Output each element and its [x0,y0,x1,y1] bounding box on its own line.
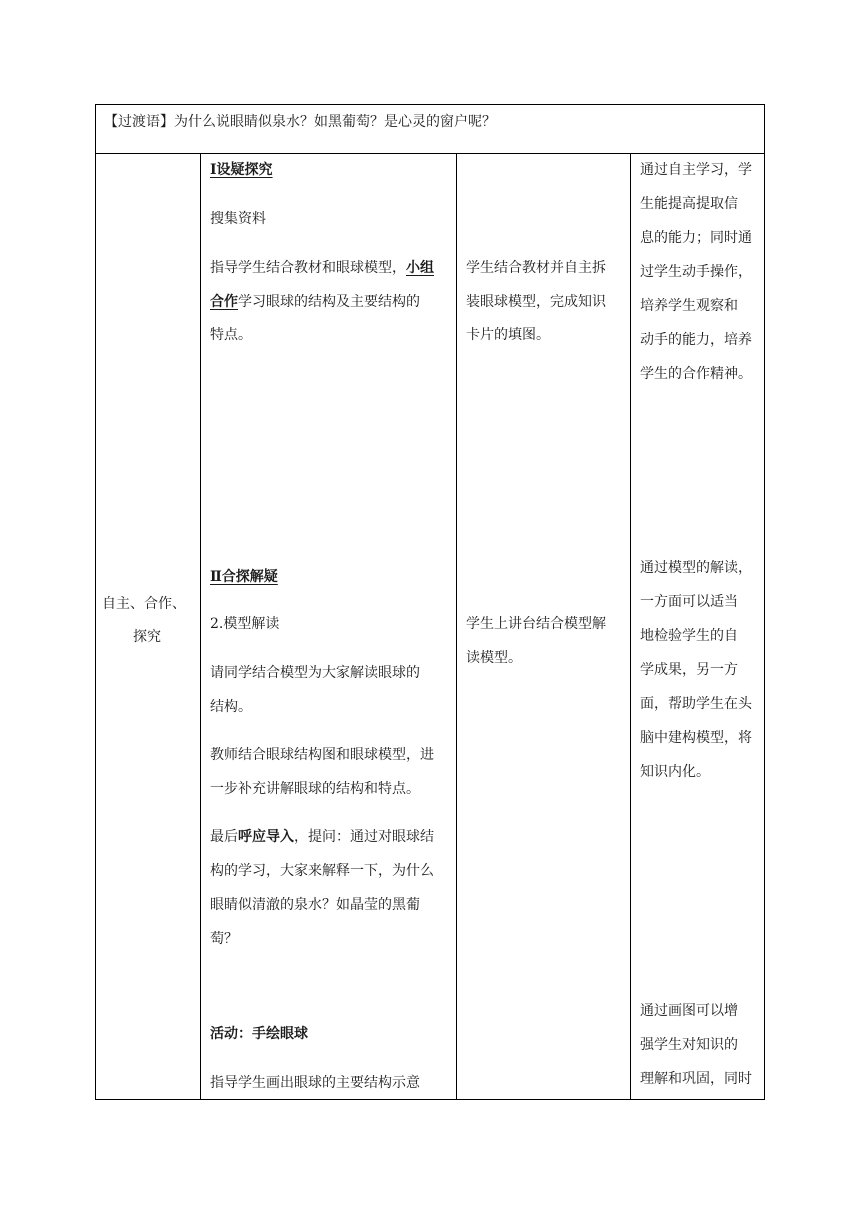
guide-line1-a: 指导学生结合教材和眼球模型， [210,260,406,276]
table-border-left [95,104,96,1100]
transition-text [104,112,496,132]
ask-line1: 请同学结合模型为大家解读眼球的 [210,665,420,681]
intent2-line5: 面，帮助学生在头 [640,696,752,712]
intent3-line3: 理解和巩固，同时 [640,1071,752,1087]
student2-line2: 读模型。 [466,650,522,666]
guide-line1 [210,258,434,278]
final-line3: 眼睛似清澈的泉水？如晶莹的黑葡 [210,897,420,913]
activity-title: 活动：手绘眼球 [210,1026,308,1042]
intent1-line6: 动手的能力，培养 [640,332,752,348]
intent2-line1: 通过模型的解读， [640,560,752,576]
student1-line2: 装眼球模型，完成知识 [466,294,606,310]
guide-line2-a: 合作 [210,294,238,310]
intent1-line1: 通过自主学习，学 [640,162,752,178]
intent2-line6: 脑中建构模型，将 [640,730,752,746]
intent2-line4: 学成果，另一方 [640,662,738,678]
draw-text: 指导学生画出眼球的主要结构示意 [210,1075,420,1091]
intent1-line2: 生能提高提取信 [640,196,738,212]
model-title: 2.模型解读 [210,616,280,632]
intent2-line3: 地检验学生的自 [640,628,738,644]
explain-line1: 教师结合眼球结构图和眼球模型，进 [210,747,434,763]
final-line4: 萄？ [210,931,238,947]
student1-line1: 学生结合教材并自主拆 [466,260,606,276]
guide-line1-b: 小组 [406,260,434,276]
column-divider-2 [456,153,457,1100]
intent3-line1: 通过画图可以增 [640,1003,738,1019]
column-divider-3 [630,153,631,1100]
final-line1-c: ，提问：通过对眼球结 [294,829,434,845]
transition-question: 为什么说眼睛似泉水？如黑葡萄？是心灵的窗户呢？ [174,114,496,130]
student2-line1: 学生上讲台结合模型解 [466,616,606,632]
column-divider-1 [200,153,201,1100]
intent3-line2: 强学生对知识的 [640,1037,738,1053]
section2-title: Ⅱ合探解疑 [210,569,278,585]
intent1-line3: 息的能力；同时通 [640,230,752,246]
intent1-line5: 培养学生观察和 [640,298,738,314]
table-border-row [95,153,765,154]
transition-lead: 【过渡语】 [104,114,174,130]
table-border-top [95,104,765,105]
intent1-line4: 过学生动手操作， [640,264,752,280]
intent2-line7: 知识内化。 [640,764,710,780]
collect-text: 搜集资料 [210,211,266,227]
guide-line2 [210,292,420,312]
intent2-line2: 一方面可以适当 [640,594,738,610]
final-line1-a: 最后 [210,829,238,845]
intent1-line7: 学生的合作精神。 [640,366,752,382]
guide-line3: 特点。 [210,327,252,343]
section1-title: Ⅰ设疑探究 [210,162,273,178]
stage-label-line1: 自主、合作、 [102,596,186,612]
final-line1 [210,827,434,847]
stage-label-line2: 探究 [133,629,161,645]
table-border-bottom [95,1099,765,1100]
explain-line2: 一步补充讲解眼球的结构和特点。 [210,781,420,797]
final-line1-b: 呼应导入 [238,829,294,845]
table-border-right [764,104,765,1100]
student1-line3: 卡片的填图。 [466,327,550,343]
ask-line2: 结构。 [210,699,252,715]
guide-line2-b: 学习眼球的结构及主要结构的 [238,294,420,310]
final-line2: 构的学习，大家来解释一下，为什么 [210,863,434,879]
